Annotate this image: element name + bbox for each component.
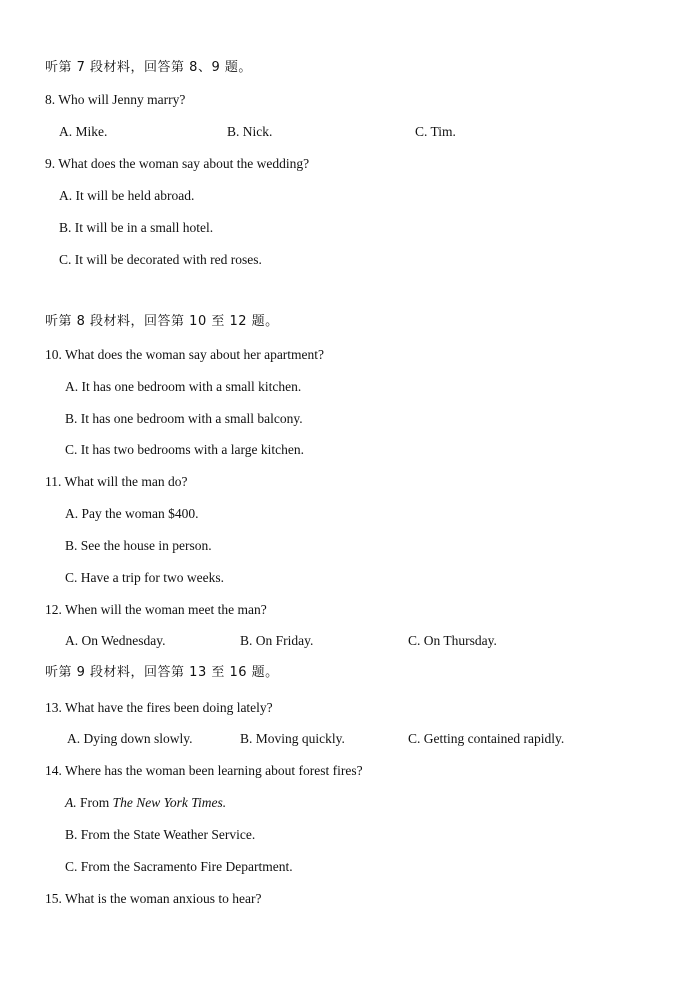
question-15-stem: 15. What is the woman anxious to hear? [45,891,262,906]
question-11-stem: 11. What will the man do? [45,474,188,489]
q12-option-b: B. On Friday. [240,633,314,648]
q10-option-c: C. It has two bedrooms with a large kitchen. [65,442,304,457]
q11-option-c: C. Have a trip for two weeks. [65,570,224,585]
q14-option-a-from: From [80,795,110,810]
section-heading: 听第 8 段材料，回答第 10 至 12 题。 [45,314,279,329]
q11-option-b: B. See the house in person. [65,538,212,553]
q13-option-a: A. Dying down slowly. [67,731,193,746]
q11-option-a: A. Pay the woman $400. [65,506,199,521]
q8-option-c: C. Tim. [415,124,456,139]
question-13-stem: 13. What have the fires been doing lately? [45,700,273,715]
q9-option-b: B. It will be in a small hotel. [59,220,214,235]
question-8-stem: 8. Who will Jenny marry? [45,92,186,107]
q12-option-c: C. On Thursday. [408,633,497,648]
question-9-stem: 9. What does the woman say about the wedding? [45,156,310,171]
q8-option-a: A. Mike. [59,124,108,139]
q9-option-a: A. It will be held abroad. [59,188,195,203]
q14-option-c: C. From the Sacramento Fire Department. [65,859,293,874]
q14-option-a [65,794,226,812]
q10-option-a: A. It has one bedroom with a small kitchen. [65,379,302,394]
q8-option-b: B. Nick. [227,124,273,139]
section-heading: 听第 9 段材料，回答第 13 至 16 题。 [45,665,279,680]
q14-option-b: B. From the State Weather Service. [65,827,256,842]
question-14-stem: 14. Where has the woman been learning about forest fires? [45,763,363,778]
q14-option-a-prefix: A. [65,795,77,810]
question-12-stem: 12. When will the woman meet the man? [45,602,267,617]
q10-option-b: B. It has one bedroom with a small balcony. [65,411,303,426]
question-10-stem: 10. What does the woman say about her apartment? [45,347,325,362]
q12-option-a: A. On Wednesday. [65,633,166,648]
q9-option-c: C. It will be decorated with red roses. [59,252,262,267]
q13-option-c: C. Getting contained rapidly. [408,731,565,746]
section-heading: 听第 7 段材料，回答第 8、9 题。 [45,60,252,75]
q13-option-b: B. Moving quickly. [240,731,345,746]
q14-option-a-title: The New York Times. [112,795,227,810]
